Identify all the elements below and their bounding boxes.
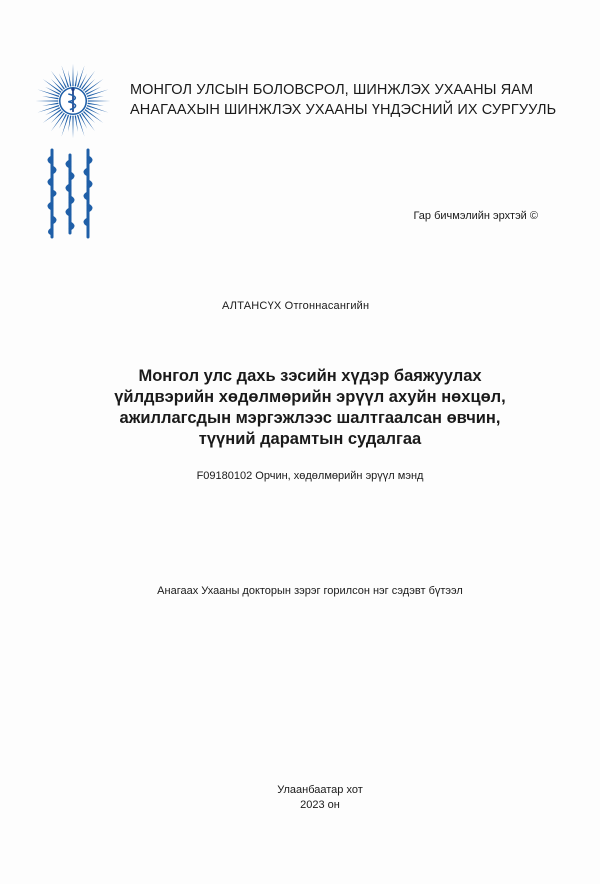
logo-ray bbox=[88, 96, 104, 99]
logo-ray bbox=[86, 107, 101, 115]
logo-ray bbox=[37, 89, 59, 97]
logo-ray bbox=[61, 65, 69, 87]
author-name: АЛТАНСҮХ Отгоннасангийн bbox=[222, 300, 370, 312]
thesis-title bbox=[100, 366, 520, 450]
logo-ray bbox=[37, 105, 59, 113]
title-line: үйлдвэрийн хөдөлмөрийн эрүүл ахуйн нөхцөл, bbox=[114, 388, 506, 406]
logo-ray bbox=[42, 96, 58, 99]
logo-ray bbox=[75, 116, 78, 132]
logo-ray bbox=[61, 115, 69, 137]
logo-ray bbox=[42, 103, 58, 106]
ministry-line-2: АНАГААХЫН ШИНЖЛЭХ УХААНЫ ҮНДЭСНИЙ ИХ СУРГУУЛЬ bbox=[130, 102, 557, 118]
logo-ray bbox=[45, 107, 60, 115]
logo-ray bbox=[79, 73, 87, 88]
degree-statement: Анагаах Ухааны докторын зэрэг горилсон нэг сэдэвт бүтээл bbox=[157, 585, 463, 597]
logo-ray bbox=[87, 89, 109, 97]
ministry-header bbox=[130, 80, 570, 120]
logo-ray bbox=[79, 114, 87, 129]
year: 2023 он bbox=[300, 799, 340, 811]
logo-ray bbox=[45, 87, 60, 95]
logo-ray bbox=[77, 65, 85, 87]
logo-ray bbox=[59, 114, 67, 129]
logo-ray bbox=[77, 115, 85, 137]
mongolian-script-icon bbox=[40, 145, 110, 245]
city: Улаанбаатар хот bbox=[277, 784, 363, 796]
logo-ray bbox=[36, 100, 59, 101]
specialty-code: F09180102 Орчин, хөдөлмөрийн эрүүл мэнд bbox=[196, 470, 424, 482]
logo-ray bbox=[86, 87, 101, 95]
logo-ray bbox=[72, 64, 73, 87]
logo-ray bbox=[59, 73, 67, 88]
logo-ray bbox=[88, 100, 111, 101]
logo-ray bbox=[87, 105, 109, 113]
title-line: түүний дарамтын судалгаа bbox=[198, 430, 422, 448]
title-line: ажиллагсдын мэргэжлээс шалтгаалсан өвчин, bbox=[119, 409, 501, 427]
title-line: Монгол улс дахь зэсийн хүдэр баяжуулах bbox=[138, 367, 482, 385]
logo-ray bbox=[75, 70, 78, 86]
copyright-note: Гар бичмэлийн эрхтэй © bbox=[413, 210, 538, 222]
logo-ray bbox=[88, 103, 104, 106]
university-logo-icon bbox=[34, 62, 112, 140]
logo-ray bbox=[72, 116, 73, 139]
logo-ray bbox=[68, 70, 71, 86]
logo-ray bbox=[68, 116, 71, 132]
place-and-year bbox=[200, 783, 440, 813]
ministry-line-1: МОНГОЛ УЛСЫН БОЛОВСРОЛ, ШИНЖЛЭХ УХААНЫ ЯАМ bbox=[130, 82, 534, 98]
